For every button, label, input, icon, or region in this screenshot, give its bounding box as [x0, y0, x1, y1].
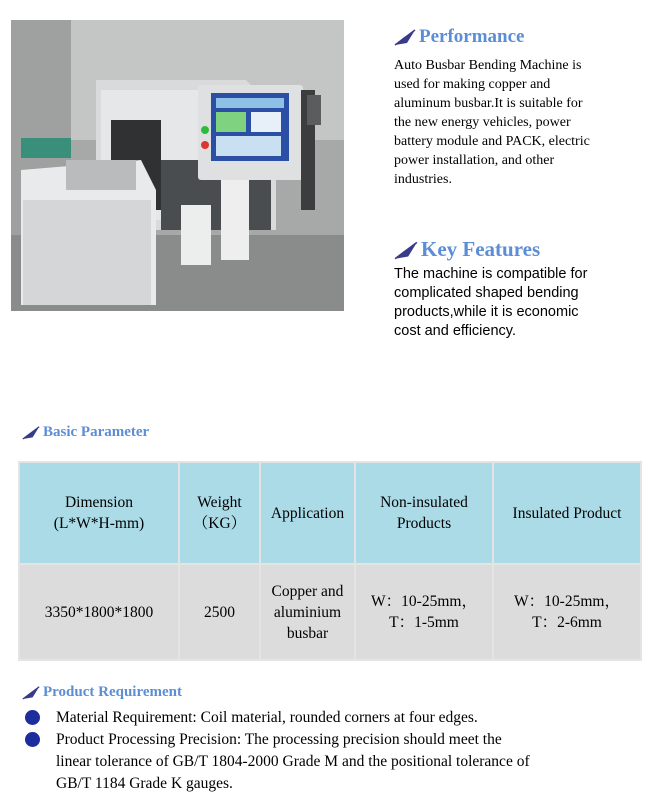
text-line: Auto Busbar Bending Machine is [394, 58, 582, 73]
text-line: battery module and PACK, electric [394, 134, 590, 149]
text-line: the new energy vehicles, power [394, 115, 571, 130]
table-cell: 3350*1800*1800 [19, 564, 179, 660]
header-cell: Non-insulated Products [355, 462, 493, 564]
header-cell: Application [260, 462, 355, 564]
list-item: Product Processing Precision: The processing precision should meet the linear tolerance of GB/T 1804-2000 Grade M and the positional tolerance of GB/T 1184 Grade K gauges. [22, 729, 622, 795]
performance-text [394, 56, 634, 189]
machine-photo [11, 20, 344, 311]
header-cell: Dimension (L*W*H-mm) [19, 462, 179, 564]
requirement-list [22, 707, 622, 795]
table-cell: Copper and aluminium busbar [260, 564, 355, 660]
performance-heading [394, 26, 525, 48]
text-line: power installation, and other [394, 153, 555, 168]
text-line: used for making copper and [394, 77, 551, 92]
bullet-icon [25, 710, 40, 725]
table-cell: W：10-25mm， T：2-6mm [493, 564, 641, 660]
text-line: complicated shaped bending [394, 285, 579, 301]
key-features-heading-text: Key Features [421, 237, 541, 261]
text-line: The machine is compatible for [394, 266, 588, 282]
parameter-table [18, 461, 642, 661]
list-item: Material Requirement: Coil material, rounded corners at four edges. [22, 707, 622, 729]
text-line: cost and efficiency. [394, 323, 516, 339]
arrow-icon [22, 685, 40, 700]
performance-heading-text: Performance [419, 26, 525, 47]
text-line: aluminum busbar.It is suitable for [394, 96, 583, 111]
table-header-row [19, 462, 641, 564]
table-cell: W：10-25mm， T：1-5mm [355, 564, 493, 660]
product-requirement-heading-text: Product Requirement [43, 684, 183, 700]
text-line: industries. [394, 172, 452, 187]
basic-parameter-heading-text: Basic Parameter [43, 424, 150, 440]
table-row [19, 564, 641, 660]
arrow-icon [22, 425, 40, 440]
header-cell: Insulated Product [493, 462, 641, 564]
table-cell: 2500 [179, 564, 260, 660]
bullet-icon [25, 732, 40, 747]
arrow-icon [394, 28, 416, 46]
key-features-heading [394, 237, 540, 262]
arrow-icon [394, 240, 418, 260]
product-requirement-heading [22, 684, 182, 701]
header-cell: Weight （KG） [179, 462, 260, 564]
key-features-text [394, 265, 634, 341]
basic-parameter-heading [22, 424, 149, 441]
text-line: products,while it is economic [394, 304, 579, 320]
